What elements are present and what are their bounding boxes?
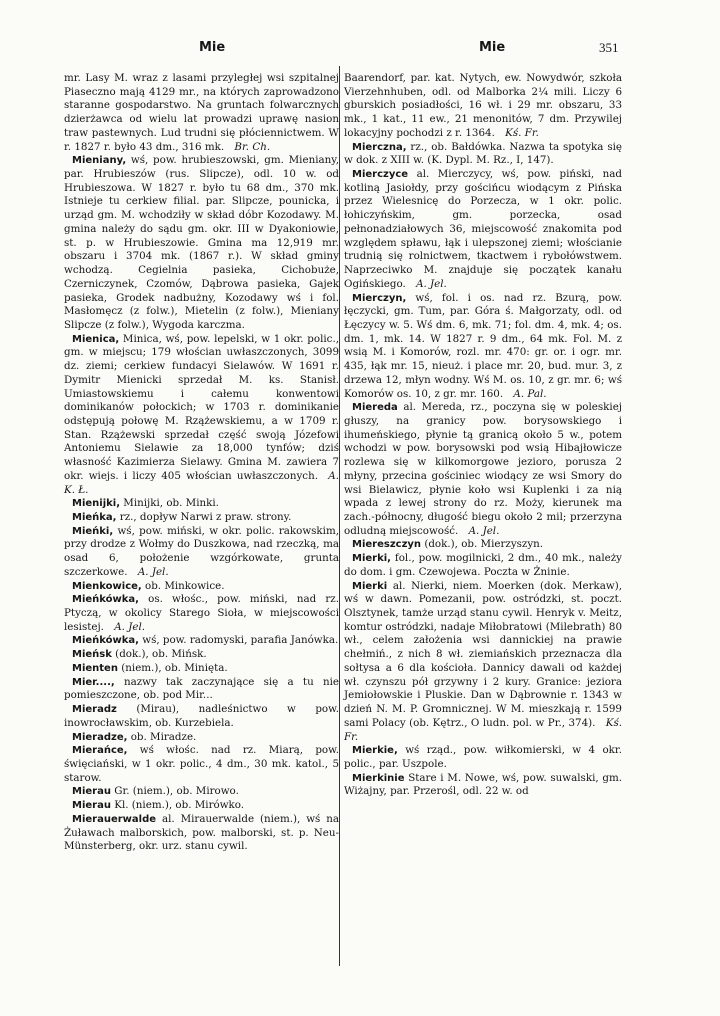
dictionary-entry — [64, 676, 339, 703]
entry-headword: Mierczyn, — [352, 292, 407, 304]
entry-headword: Mieńka, — [72, 512, 117, 523]
entry-body: Stare i M. Nowe, wś, pow. suwalski, gm. Wiżajny, par. Przerośl, odl. 22 w. od — [344, 771, 622, 798]
entry-body: ob. Minkowice. — [145, 579, 225, 592]
dictionary-entry — [64, 511, 339, 525]
entry-body: rz., ob. Bałdówka. Nazwa ta spotyka się w dok. z XIII w. (K. Dypl. M. Rz., I, 147). — [344, 140, 622, 167]
entry-headword: Mieńkówka, — [72, 635, 139, 647]
dictionary-entry — [64, 785, 339, 799]
dictionary-entry — [64, 333, 339, 498]
entry-headword: Mieńsk — [72, 649, 112, 661]
running-header-right: Mie — [479, 40, 506, 55]
entry-body: (dok.), ob. Mińsk. — [115, 648, 207, 661]
entry-headword: Mierczna, — [352, 141, 407, 153]
entry-author-signature: A. Jel. — [114, 620, 146, 633]
entry-body: nazwy tak zaczynające się a tu nie pomieszczone, ob. pod Mir... — [64, 675, 339, 702]
dictionary-entry — [344, 292, 622, 402]
dictionary-entry — [344, 580, 622, 745]
entry-body: Baarendorf, par. kat. Nytych, ew. Nowydwór, szkoła Vierzehnhuben, odl. od Malborka 2¼ mili. Liczy 6 gburskich posiadłości, 16 wł. i 29 mr. obszaru, 33 mk., 1 kat., 11 ew., 21 menonitów, 7 dm. Przywilej lokacyjny pochodzi z r. 1364. — [344, 72, 622, 139]
column-divider — [339, 66, 340, 966]
dictionary-entry — [64, 593, 339, 634]
entry-headword: Mieńkówka, — [72, 594, 139, 606]
dictionary-entry — [64, 580, 339, 594]
entry-body: (Mirau), nadleśnictwo w pow. inowrocławskim, ob. Kurzebiela. — [64, 703, 339, 729]
entry-author-signature: A. Jel. — [416, 277, 447, 290]
dictionary-entry — [64, 731, 339, 745]
entry-headword: Mienijki, — [72, 498, 121, 510]
entry-headword: Mieradze, — [72, 731, 128, 743]
dictionary-entry — [64, 799, 339, 813]
dictionary-entry — [64, 72, 339, 154]
entry-body: wś, pow. radomyski, parafia Janówka. — [142, 634, 339, 647]
entry-headword: Mierau — [72, 786, 111, 798]
dictionary-entry — [344, 141, 622, 168]
entry-headword: Mienica, — [72, 333, 120, 345]
dictionary-entry — [344, 744, 622, 771]
entry-headword: Mierki, — [352, 553, 391, 565]
dictionary-entry — [64, 813, 339, 854]
entry-body: al. Nierki, niem. Moerken (dok. Merkaw), wś w dawn. Pomezanii, pow. ostródzki, st. poczt. Olsztynek, tamże urząd stanu cywil. Henryk v. Meitz, komtur ostródzki, nadaje Miłobratowi (Milebrath) 80 wł., celem założenia wsi dannickiej na prawie chełmiń., z nich 8 wł. ziemiańskich przeznacza dla sołtysa a 6 dla kościoła. Dannicy dawali od każdej wł. czynszu pół grzywny i 2 kury. Granice: jeziora Jemiołowskie i Pluskie. Dan w Dąbrownie r. 1343 w dzień N. M. P. Gromnicznej. W M. mieszkają r. 1599 sami Polacy (ob. Kętrz., O ludn. pol. w Pr., 374). — [344, 579, 622, 729]
entry-headword: Mier...., — [72, 676, 115, 688]
entry-author-signature: A. Pal. — [513, 387, 547, 400]
entry-body: wś, fol. i os. nad rz. Bzurą, pow. łęczycki, gm. Tum, par. Góra ś. Małgorzaty, odl. od Łęczycy w. 5. Wś dm. 6, mk. 71; fol. dm. 4, mk. 4; os. dm. 1, mk. 14. W 1827 r. 9 dm., 64 mk. Fol. M. z wsią M. i Komorów, rozl. mr. 470: gr. or. i ogr. mr. 435, łąk mr. 15, nieuż. i place mr. 20, bud. mur. 3, z drzewa 12, młyn wodny. Wś M. os. 10, z gr. mr. 6; wś Komorów os. 10, z gr. mr. 160. — [344, 291, 622, 400]
dictionary-entry — [64, 525, 339, 580]
entry-body: (dok.), ob. Mierzyszyn. — [424, 538, 544, 551]
entry-headword: Mieńki, — [72, 525, 114, 537]
entry-headword: Mienten — [72, 662, 118, 674]
dictionary-entry — [64, 648, 339, 662]
dictionary-entry — [64, 634, 339, 648]
dictionary-entry — [344, 552, 622, 579]
entry-body: Kl. (niem.), ob. Mirówko. — [114, 799, 245, 812]
entry-headword: Mierki — [352, 580, 388, 592]
entry-body: Gr. (niem.), ob. Mirowo. — [114, 785, 239, 798]
entry-headword: Mienkowice, — [72, 580, 142, 592]
entry-body: os. włośc., pow. miński, nad rz. Ptyczą, w okolicy Starego Sioła, w miejscowości lesistej. — [64, 593, 339, 633]
entry-body: wś, pow. hrubieszowski, gm. Mieniany, par. Hrubieszów (rus. Slipcze), odl. 10 w. od Hrubieszowa. W 1827 r. było tu 68 dm., 370 mk. Istnieje tu cerkiew filial. par. Slipcze, pounicka, i urząd gm. M. wchodziły w skład dóbr Kozodawy. M. gmina należy do sądu gm. okr. III w Dyakoniowie, st. p. w Hrubieszowie. Gmina ma 12,919 mr. obszaru i 3704 mk. (1867 r.). W skład gminy wchodzą. Cegielnia pasieka, Cichobuże, Czerniczynek, Czomów, Dąbrowa pasieka, Gajek pasieka, Grodek nadbużny, Kozodawy wś i fol. Masłomęcz (z folw.), Mietelin (z folw.), Mieniany Slipcze (z folw.), Wygoda karczma. — [64, 154, 339, 331]
entry-body: Minijki, ob. Minki. — [123, 497, 219, 510]
dictionary-entry — [64, 154, 339, 332]
entry-author-signature: A. K. Ł. — [64, 469, 339, 496]
running-header-left: Mie — [199, 40, 226, 55]
entry-body: mr. Lasy M. wraz z lasami przyległej wsi szpitalnej Piaseczno mają 4129 mr., na których zaprowadzono staranne gospodarstwo. Na gruntach folwarcznych dzierżawca od wielu lat prowadzi uprawę nasion traw pastewnych. Lud trudni się płóciennictwem. W r. 1827 r. było 43 dm., 316 mk. — [64, 72, 339, 153]
dictionary-entry — [64, 703, 339, 730]
entry-headword: Miereda — [352, 402, 398, 414]
right-column — [344, 72, 622, 799]
dictionary-entry — [64, 744, 339, 785]
entry-headword: Mierczyce — [352, 169, 409, 181]
entry-body: al. Mereda, rz., poczyna się w poleskiej głuszy, na granicy pow. borysowskiego i ihumeńskiego, płynie tą granicą około 5 w., potem wchodzi w pow. borysowski pod wsią Hibajłowicze rozlewa się w kilkomorgowe jezioro, porusza 2 młyny, przecina gościniec wiodący ze wsi Smory do wsi Bielawicz, płynie koło wsi Kuplenki i za nią wpada z lewej strony do rz. Moży, kierunek ma zach.-północny, długość biegu około 2 mil; przerzyna odludną miejscowość. — [344, 401, 623, 537]
entry-body: wś, pow. miński, w okr. polic. rakowskim, przy drodze z Wołmy do Duszkowa, nad rzeczką, ma osad 6, położenie wzgórkowate, grunta szczerkowe. — [64, 524, 339, 578]
entry-body: al. Mirauerwalde (niem.), wś na Żuławach malborskich, pow. malborski, st. p. Neu-Münsterberg, okr. urz. stanu cywil. — [64, 812, 339, 853]
entry-author-signature: Br. Ch. — [234, 140, 271, 153]
entry-headword: Miereszczyn — [352, 539, 422, 551]
entry-headword: Mierau — [72, 800, 111, 812]
entry-author-signature: A. Jel. — [137, 565, 169, 578]
left-column — [64, 72, 339, 854]
entry-headword: Mierkie, — [352, 745, 398, 757]
entry-body: rz., dopływ Narwi z praw. strony. — [119, 511, 292, 523]
entry-body: wś włośc. nad rz. Miarą, pow. święciański, w 1 okr. polic., 4 dm., 30 mk. katol., 5 starow. — [64, 744, 339, 784]
entry-author-signature: A. Jel. — [468, 524, 500, 537]
dictionary-entry — [64, 497, 339, 511]
dictionary-entry — [64, 662, 339, 676]
entry-headword: Mierkinie — [352, 772, 405, 784]
entry-headword: Mieradz — [72, 704, 117, 716]
entry-headword: Mieniany, — [72, 155, 127, 167]
entry-body: Minica, wś, pow. lepelski, w 1 okr. polic., gm. w miejscu; 179 włościan uwłaszczonych, 3099 dz. ziemi; cerkiew fundacyi Sielawów. W 1691 r. Dymitr Mienicki sprzedał M. ks. Stanisł. Umiastowskiemu i całemu konwentowi dominikanów połockich; w 1703 r. dominikanie odstępują połowę M. Rzążewskiemu, a w 1709 r. Stan. Rzążewski sprzedał część swoją Józefowi Antoniemu Sielawie za 18,000 tynfów; dziś własność Kazimierza Sielawy. Gmina M. zawiera 7 okr. wiejs. i liczy 405 włościan uwłaszczonych. — [64, 332, 339, 482]
dictionary-entry — [344, 538, 622, 552]
dictionary-entry — [344, 168, 622, 291]
entry-headword: Mierauerwalde — [72, 813, 157, 825]
entry-body: al. Mierczycy, wś, pow. piński, nad kotliną Jasiołdy, przy gościńcu wiodącym z Pińska przez Wielesnicę do Porzecza, w 1 okr. polic. łohiczyńskim, gm. porzecka, osad pełnonadziałowych 36, miejscowość znakomita pod względem spławu, łąk i ulepszonej ziemi; włościanie trudnią się rolnictwem, tkactwem i rybołówstwem. Naprzeciwko M. znajduje się początek kanału Ogińskiego. — [344, 168, 622, 290]
dictionary-entry — [344, 401, 622, 538]
entry-author-signature: Kś. Fr. — [344, 716, 622, 743]
dictionary-entry — [344, 72, 622, 141]
dictionary-entry — [344, 772, 622, 799]
entry-author-signature: Kś. Fr. — [505, 126, 539, 139]
page-number: 351 — [599, 40, 619, 55]
entry-headword: Mierańce, — [72, 745, 128, 757]
entry-body: wś rząd., pow. wiłkomierski, w 4 okr. polic., par. Uszpole. — [344, 744, 622, 770]
entry-body: (niem.), ob. Minięta. — [121, 661, 228, 674]
entry-body: fol., pow. mogilnicki, 2 dm., 40 mk., należy do dom. i gm. Czewojewa. Poczta w Żninie. — [344, 552, 622, 578]
entry-body: ob. Miradze. — [130, 730, 197, 743]
